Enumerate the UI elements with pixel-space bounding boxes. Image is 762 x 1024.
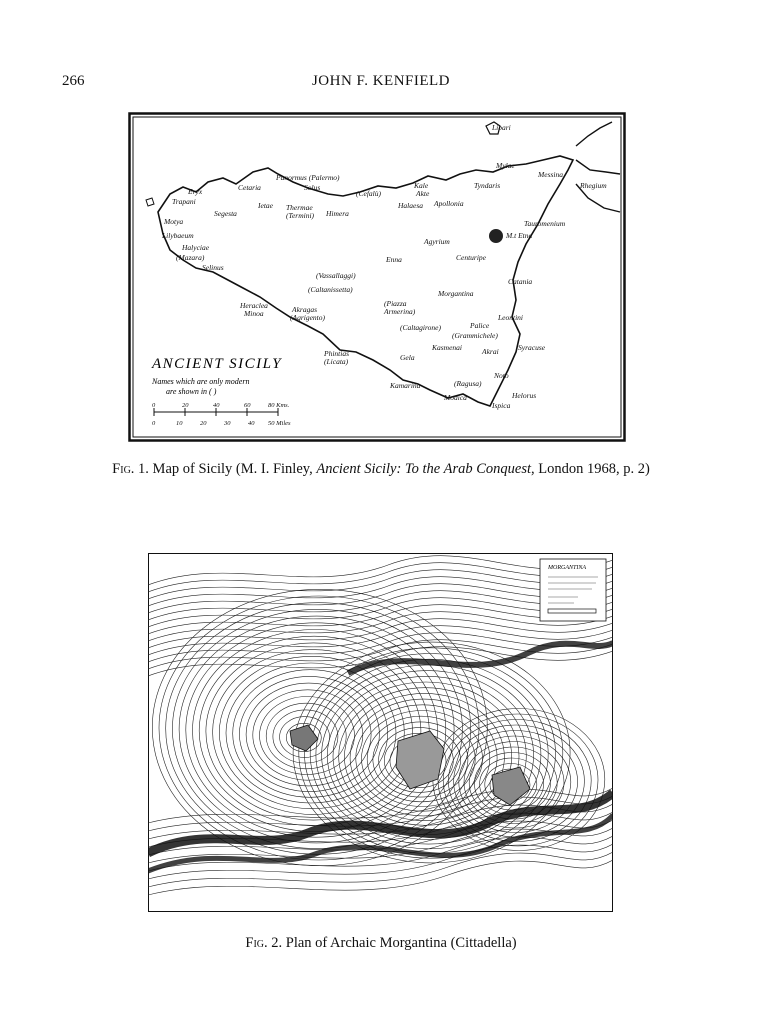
place-label: (Mazara): [176, 253, 205, 262]
place-label: Akte: [416, 189, 430, 198]
map-note-line1: Names which are only modern: [152, 377, 250, 386]
calabria-coast: [576, 122, 620, 212]
place-label: Phintias: [324, 349, 350, 358]
map-legend: [540, 559, 606, 621]
place-label: Lilybaeum: [162, 231, 194, 240]
place-label: Kasmenai: [432, 343, 462, 352]
place-label: Halyciae: [182, 243, 210, 252]
place-label: (Caltagirone): [400, 323, 441, 332]
place-label: Leontini: [498, 313, 524, 322]
place-label: Noto: [494, 371, 509, 380]
scale-mile-label: 20: [200, 420, 207, 427]
place-label: Lipari: [492, 123, 511, 132]
place-label: Ietae: [258, 201, 273, 210]
place-label: Helorus: [512, 391, 537, 400]
caption-text-end: , London 1968, p. 2): [531, 461, 650, 477]
place-label: (Agrigento): [290, 313, 325, 322]
place-label: Enna: [386, 255, 402, 264]
morgantina-plan: [148, 553, 613, 912]
place-label: Minoa: [244, 309, 264, 318]
place-label: Armerina): [384, 307, 416, 316]
sicily-map: [128, 112, 626, 442]
caption-number: 1.: [138, 461, 149, 477]
place-label: Panormus (Palermo): [276, 173, 340, 182]
place-label: Akragas: [292, 305, 317, 314]
place-label: Messina: [538, 170, 563, 179]
scale-mile-label: 50 Miles: [268, 420, 291, 427]
place-label: Solus: [304, 183, 321, 192]
caption-label: Fig.: [245, 935, 268, 951]
place-label: Ispica: [492, 401, 511, 410]
caption-text: Map of Sicily (M. I. Finley,: [152, 461, 313, 477]
place-label: (Caltanissetta): [308, 285, 353, 294]
caption-text: 2. Plan of Archaic Morgantina (Cittadella): [271, 935, 517, 951]
place-label: Thermae: [286, 203, 313, 212]
place-label: Tyndaris: [474, 181, 501, 190]
place-label: Kamarina: [390, 381, 421, 390]
scale-bar: [154, 408, 278, 416]
map-note-line2: are shown in ( ): [166, 387, 217, 396]
place-label: Eryx: [188, 187, 203, 196]
place-label: (Piazza: [384, 299, 407, 308]
place-label: (Termini): [286, 211, 315, 220]
place-label: Centuripe: [456, 253, 486, 262]
scale-mile-label: 40: [248, 420, 255, 427]
running-head: JOHN F. KENFIELD: [311, 73, 451, 89]
place-label: Kale: [414, 181, 429, 190]
place-label: (Licata): [324, 357, 349, 366]
place-label: Akrai: [482, 347, 499, 356]
place-label: Heraclea: [240, 301, 268, 310]
scale-km-label: 60: [244, 402, 251, 409]
caption-book-title: Ancient Sicily: To the Arab Conquest: [316, 461, 532, 477]
place-label: Selinus: [202, 263, 224, 272]
place-label: (Grammichele): [452, 331, 498, 340]
legend-title: MORGANTINA: [548, 565, 586, 571]
figure1-caption: [0, 461, 762, 478]
place-label: Motya: [164, 217, 184, 226]
place-label: Tauromenium: [524, 219, 566, 228]
place-label: Rhegium: [580, 181, 607, 190]
place-label: Halaesa: [398, 201, 423, 210]
place-label: M.t Etna: [506, 231, 533, 240]
etna-marker: [489, 229, 503, 243]
place-label: Himera: [326, 209, 349, 218]
place-label: Mylae: [496, 161, 515, 170]
egadi-island: [146, 198, 154, 206]
scale-mile-label: 0: [152, 420, 156, 427]
map-title: ANCIENT SICILY: [152, 356, 283, 372]
place-label: Agyrium: [424, 237, 450, 246]
place-label: Palice: [470, 321, 490, 330]
place-label: Catania: [508, 277, 533, 286]
scale-km-label: 0: [152, 402, 156, 409]
scale-km-label: 80 Kms.: [268, 402, 290, 409]
place-label: Gela: [400, 353, 415, 362]
place-label: Cetaria: [238, 183, 261, 192]
place-label: (Ragusa): [454, 379, 482, 388]
page-number: 266: [62, 73, 85, 89]
place-label: Modica: [444, 393, 467, 402]
place-label: Syracuse: [518, 343, 546, 352]
caption-label: Fig.: [112, 461, 135, 477]
place-label: Morgantina: [438, 289, 474, 298]
place-label: Trapani: [172, 197, 196, 206]
place-label: (Cefalù): [356, 189, 381, 198]
scale-mile-label: 10: [176, 420, 183, 427]
figure2-caption: [0, 935, 762, 952]
place-label: Apollonia: [434, 199, 464, 208]
place-label: Segesta: [214, 209, 237, 218]
place-label: (Vassallaggi): [316, 271, 356, 280]
scale-km-label: 20: [182, 402, 189, 409]
scale-km-label: 40: [213, 402, 220, 409]
scale-mile-label: 30: [224, 420, 231, 427]
